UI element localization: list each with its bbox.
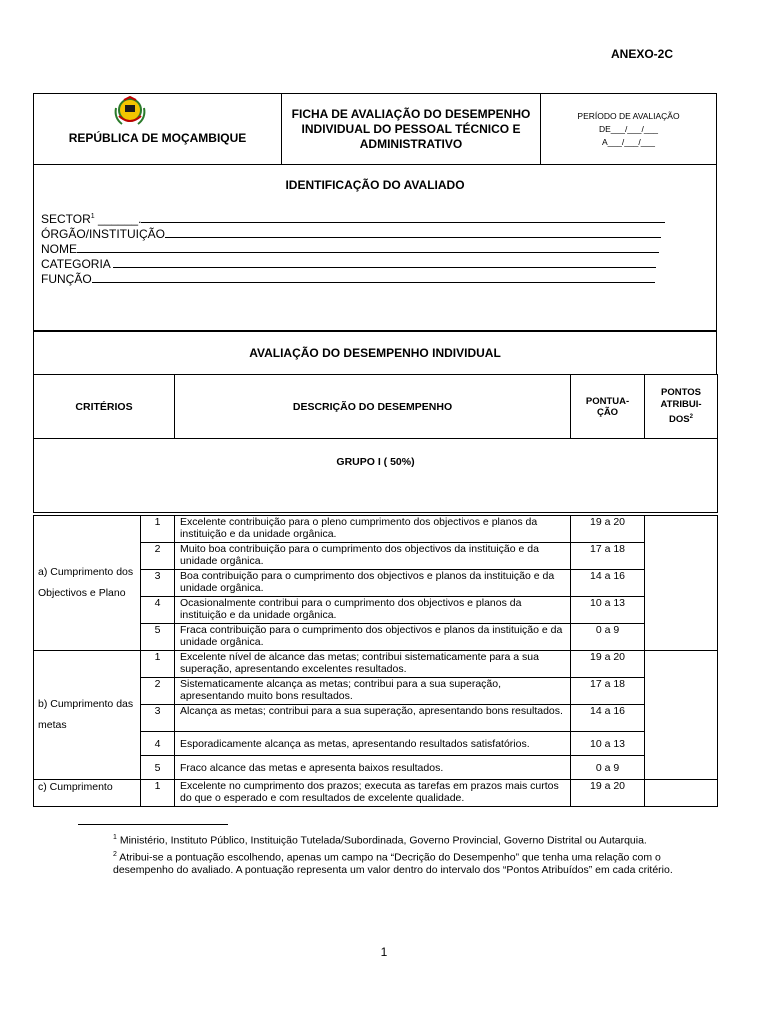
row-number: 4 <box>141 597 175 624</box>
form-header <box>33 93 717 165</box>
points-cell[interactable] <box>645 516 718 651</box>
field-categoria[interactable]: CATEGORIA <box>41 257 665 272</box>
footnote-1: $^1$ Ministério, Instituto Público, Instituição Tutelada/Subordinada, Governo Provincial, Governo Distrital ou Autarquia. <box>113 834 647 847</box>
form-title-line: INDIVIDUAL DO PESSOAL TÉCNICO E <box>301 121 521 136</box>
period-to: A___/___/___ <box>602 136 655 147</box>
period-label: PERÍODO DE AVALIAÇÃO <box>577 110 680 121</box>
annex-label: ANEXO-2C <box>611 47 674 61</box>
row-number: 4 <box>141 732 175 756</box>
republic-cell <box>34 94 282 165</box>
row-score: 0 a 9 <box>571 756 645 780</box>
row-score: 17 a 18 <box>571 543 645 570</box>
national-emblem-icon <box>112 96 148 128</box>
row-number: 1 <box>141 780 175 807</box>
points-cell[interactable] <box>645 780 718 807</box>
group-title: GRUPO I ( 50%) <box>34 439 718 513</box>
row-description: Excelente nível de alcance das metas; contribui sistematicamente para a sua superação, apresentando excelentes resultados. <box>175 651 571 678</box>
header-score: PONTUA- ÇÃO <box>571 375 645 439</box>
footnotes <box>113 831 701 877</box>
criterion-label: a) Cumprimento dos Objectivos e Plano <box>34 516 141 651</box>
row-number: 2 <box>141 678 175 705</box>
period-from: DE___/___/___ <box>598 123 659 134</box>
row-number: 5 <box>141 756 175 780</box>
footnote-2: $^2$ Atribui-se a pontuação escolhendo, apenas um campo na “Decrição do Desempenho” que tenha uma relação com o desempenho do avaliado. A pontuação representa um valor dentro do intervalo dos “Pontos Atribuídos” em cada critério. <box>113 850 673 876</box>
evaluation-period <box>541 94 717 165</box>
form-title-line: ADMINISTRATIVO <box>359 136 463 151</box>
row-description: Sistematicamente alcança as metas; contribui para a sua superação, apresentando muito bons resultados. <box>175 678 571 705</box>
row-score: 10 a 13 <box>571 732 645 756</box>
row-description: Excelente no cumprimento dos prazos; executa as tarefas em prazos mais curtos do que o esperado e com resultados de excelente qualidade. <box>175 780 571 807</box>
row-description: Alcança as metas; contribui para a sua superação, apresentando bons resultados. <box>175 705 571 732</box>
row-score: 14 a 16 <box>571 705 645 732</box>
form-title <box>282 94 541 165</box>
field-orgao[interactable]: ÓRGÃO/INSTITUIÇÃO <box>41 227 665 242</box>
evaluation-section-header <box>33 331 717 375</box>
points-cell[interactable] <box>645 651 718 780</box>
identification-section <box>33 164 717 331</box>
row-score: 19 a 20 <box>571 780 645 807</box>
row-number: 1 <box>141 651 175 678</box>
row-number: 3 <box>141 570 175 597</box>
row-score: 14 a 16 <box>571 570 645 597</box>
criterion-label: c) Cumprimento <box>34 780 141 807</box>
table-row <box>34 651 718 678</box>
table-header-row <box>34 375 718 439</box>
row-score: 19 a 20 <box>571 516 645 543</box>
criterion-label: b) Cumprimento das metas <box>34 651 141 780</box>
row-number: 1 <box>141 516 175 543</box>
page-number: 1 <box>380 945 388 959</box>
table-row <box>34 780 718 807</box>
row-description: Excelente contribuição para o pleno cumprimento dos objectivos e planos da instituição e da unidade orgânica. <box>175 516 571 543</box>
field-nome[interactable]: NOME <box>41 242 665 257</box>
evaluation-table <box>33 374 718 807</box>
identification-title: IDENTIFICAÇÃO DO AVALIADO <box>285 178 465 192</box>
footnote-separator <box>78 824 228 825</box>
row-description: Fraca contribuição para o cumprimento dos objectivos e planos da instituição e da unidade orgânica. <box>175 624 571 651</box>
field-funcao[interactable]: FUNÇÃO <box>41 272 665 287</box>
evaluation-title: AVALIAÇÃO DO DESEMPENHO INDIVIDUAL <box>249 346 501 360</box>
form-title-line: FICHA DE AVALIAÇÃO DO DESEMPENHO <box>291 106 531 121</box>
identification-fields <box>41 209 665 287</box>
row-score: 10 a 13 <box>571 597 645 624</box>
republic-name: REPÚBLICA DE MOÇAMBIQUE <box>68 131 247 145</box>
row-description: Muito boa contribuição para o cumprimento dos objectivos da instituição e da unidade orgânica. <box>175 543 571 570</box>
table-row <box>34 516 718 543</box>
row-score: 0 a 9 <box>571 624 645 651</box>
row-description: Ocasionalmente contribui para o cumprimento dos objectivos e planos da instituição e da unidade orgânica. <box>175 597 571 624</box>
field-sector[interactable]: SECTOR$^1$ ______. <box>41 209 665 227</box>
row-number: 5 <box>141 624 175 651</box>
row-description: Fraco alcance das metas e apresenta baixos resultados. <box>175 756 571 780</box>
header-points: PONTOS ATRIBUI- DOS$^2$ <box>645 375 718 439</box>
header-criteria: CRITÉRIOS <box>34 375 175 439</box>
header-description: DESCRIÇÃO DO DESEMPENHO <box>175 375 571 439</box>
row-number: 2 <box>141 543 175 570</box>
row-description: Esporadicamente alcança as metas, apresentando resultados satisfatórios. <box>175 732 571 756</box>
row-score: 17 a 18 <box>571 678 645 705</box>
row-description: Boa contribuição para o cumprimento dos objectivos e planos da instituição e da unidade orgânica. <box>175 570 571 597</box>
row-score: 19 a 20 <box>571 651 645 678</box>
row-number: 3 <box>141 705 175 732</box>
